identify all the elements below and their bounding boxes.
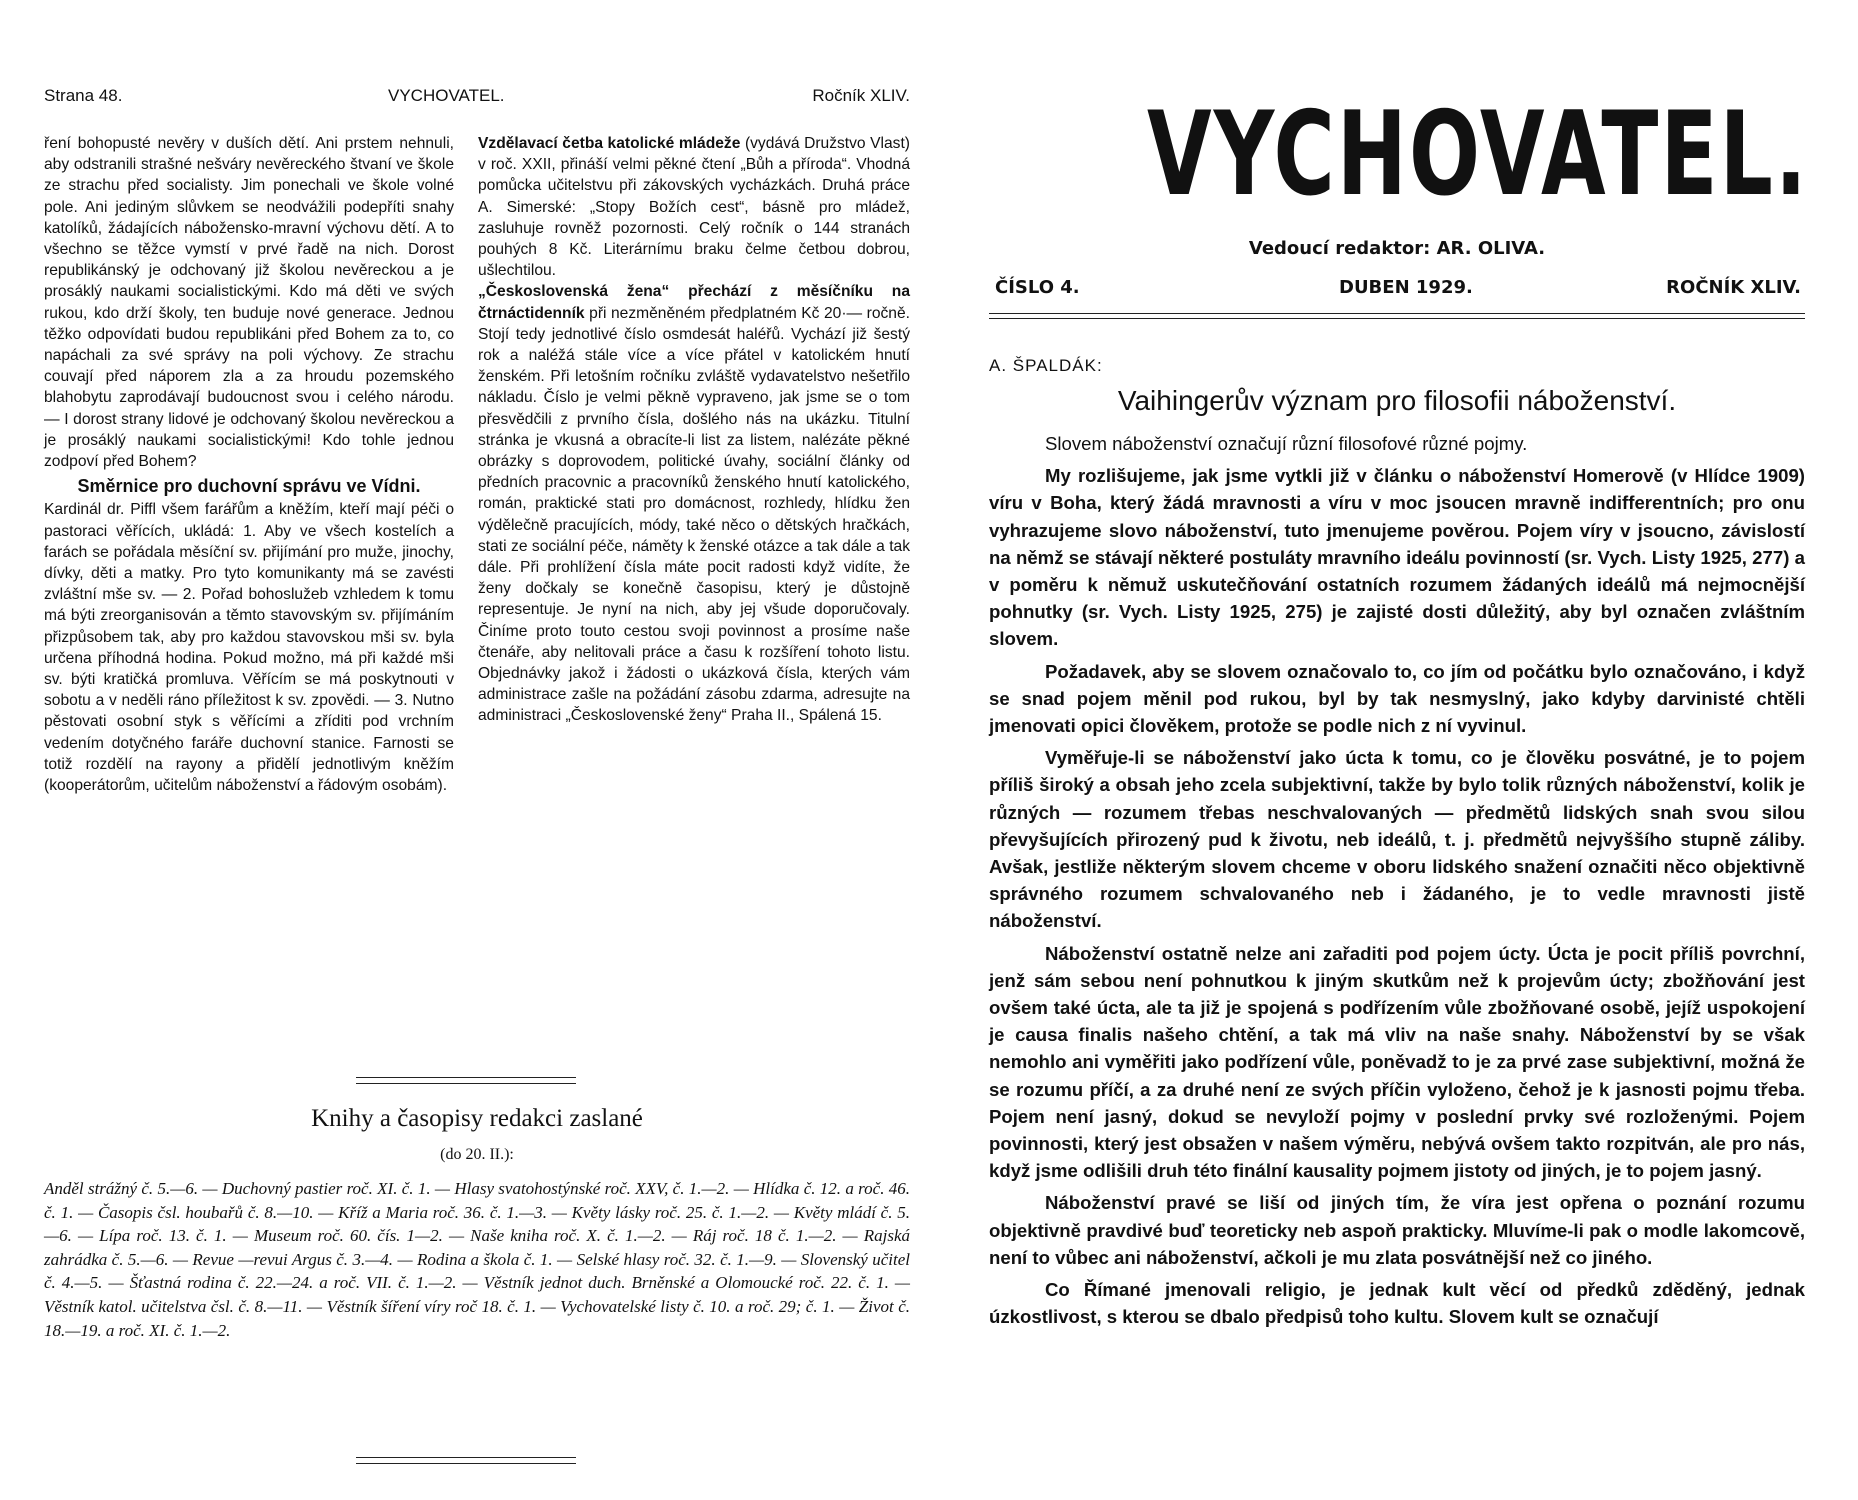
issue-volume: ROČNÍK XLIV. [1666,277,1801,298]
notice-body: při nezměněném předplatném Kč 20·— ročně. Stojí tedy jednotlivé číslo osmdesát haléřů. Vychází již šestý rok a naléžá stále více a více přátel v katolickém hnutí ženském. Při letošním ročníku zvláště vydavatelstvo nešetřilo nákladu. Číslo je velmi pěkně vypraveno, jak jsme se o tom přesvědčili z prvního čísla, došlého nás na ukázku. Titulní stránka je vkusná a obracíte-li list za listem, nalézáte pěkné obrázky s doprovodem, politické úvahy, sociální články od předních pracovnic a pracovníků ženského hnutí katolického, román, praktické stati pro domácnost, rozhledy, hlídku žen výdělečně pracujících, módy, také něco o dětských hračkách, stati ze sociální péče, náměty k ženské otázce a tak dále a tak dále. Při prohlížení čísla máte pocit radosti když vidíte, že ženy dočkaly se konečně časopisu, který je důstojně representuje. Je nyní na nich, aby jej všude doporučovaly. Činíme proto touto cestou svoji povinnost a prosíme naše čtenáře, aby nelitovali práce a času k rozšíření tohoto listu. Objednávky jakož i žádosti o ukázková čísla, kterých vám administrace zašle na požádání zásobu zdarma, adresujte na administraci „Československé ženy“ Praha II., Spálená 15. [478,304,910,725]
divider [356,1463,576,1464]
volume-label: Ročník XLIV. [812,86,910,105]
article-body [989,430,1805,1336]
divider [356,1457,576,1458]
notice-reading-youth [478,133,910,281]
books-subtitle: (do 20. II.): [440,1146,514,1163]
section-heading-vienna: Směrnice pro duchovní správu ve Vídni. [77,476,421,497]
divider [356,1083,576,1084]
article-paragraph: My rozlišujeme, jak jsme vytkli již v článku o náboženství Homerově (v Hlídce 1909) víru v Boha, který žádá mravnosti a víru v moc jsoucen mravně indifferentních; pro onu vyhrazujeme slovo náboženství, tuto jmenujeme pověrou. Pojem víry v jsoucno, závislostí na němž se stávají některé postuláty mravního ideálu povinností (sr. Vych. Listy 1925, 277) a v poměru k němuž uskutečňování ostatních rozumem žádaných ideálů má nejmocnější pohnutky (sr. Vych. Listy 1925, 275) je zajisté dosti důležitý, aby byl označen zvláštním slovem. [989,465,1805,650]
left-column-1 [44,133,454,796]
left-column-2 [478,133,910,727]
running-head [44,86,910,110]
article-paragraph: Náboženství ostatně nelze ani zařaditi pod pojem úcty. Úcta je pocit příliš povrchní, jenž sám sebou není pohnutkou k jiným skutkům než k projevům úcty; zbožňování jest ovšem také úcta, ale ta již je spojená s podřízením vůle zbožňované osobě, jejíž uspokojení je causa finalis našeho chtění, a tak má vliv na naše snahy. Náboženství by se však nemohlo ani vyměřiti jako podřízení vůle, poněvadž to je za prvé zase subjektivní, možná že se rozumu příčí, a za druhé není ze svých příčin vyloženo, čehož je k jasnosti pojmu třeba. Pojem není jasný, dokud se nevyloží pojmy v poslední prvky své rozloženými. Pojem povinnosti, který jest obsažen v našem výměru, nebývá ovšem takto rozpitván, ale pro nás, když jsme odlišili druh této finální kausality pojmem jistoty od jiných, je to pojem jasný. [989,942,1805,1182]
page-number: Strana 48. [44,86,123,105]
notice-body: (vydává Družstvo Vlast) v roč. XXII, přináší velmi pěkné čtení „Bůh a příroda“. Vhodná pomůcka učitelstvu při zákovských vycházkách. Druhá práce A. Simerské: „Stopy Božích cest“, básně pro mládež, zasluhuje rovněž pozornosti. Celý ročník o 144 stranách pouhých 8 Kč. Literárnímu braku čelme četbou dobrou, ušlechtilou. [478,135,910,280]
article-paragraph: Náboženství pravé se liší od jiných tím, že víra jest opřena o poznání rozumu objektivně pravdivé buď teoreticky neb aspoň prakticky. Mluvíme-li pak o modle lakomcově, není to vůbec ani náboženství, ačkoli je mu zlata posvátnější než co jiného. [989,1192,1805,1268]
issue-bar [989,277,1805,309]
article-title: Vaihingerův význam pro filosofii náboženství. [1117,385,1677,416]
article-paragraph: Vyměřuje-li se náboženství jako úcta k tomu, co je člověku posvátné, je to pojem příliš široký a obsah jeho zcela subjektivní, takže by bylo tolik různých náboženství, kolik je různých — rozumem třebas neschvalovaných — předmětů lidských snah svou silou převyšujících přirozený pud k životu, neb ideálů, t. j. předmětů nejvyššího stupně záliby. Avšak, jestliže některým slovem chceme v oboru lidského snažení označiti něco objektivně správného rozumem schvalovaného neb i žádaného, je to vedle mravnosti jistě náboženství. [989,747,1805,932]
article-paragraph: Slovem náboženství označují různí filosofové různé pojmy. [1045,433,1528,454]
article-author: A. ŠPALDÁK: [989,356,1103,375]
notice-czech-woman [478,281,910,726]
article-paragraph: Co Římané jmenovali religio, je jednak kult věcí od předků zděděný, jednak úzkostlivost, s kterou se dbalo předpisů toho kultu. Slovem kult se označují [989,1279,1805,1328]
issue-date: DUBEN 1929. [1339,277,1473,298]
issue-number: ČÍSLO 4. [995,277,1080,298]
rule [989,313,1805,314]
article-paragraph: Požadavek, aby se slovem označovalo to, co jím od počátku bylo označováno, i když se snad pojem měnil pod rukou, byl by tak nesmyslný, jako kdyby darvinisté chtěli jmenovati opici člověkem, protože se podle nich z ní vyvinul. [989,660,1805,737]
divider [356,1077,576,1078]
article-continuation: ření bohopusté nevěry v duších dětí. Ani prstem nehnuli, aby odstranili strašné nešváry nevěreckého štvaní ve škole ze strachu před socialisty. Jim ponechali ve škole volné pole. Ani jediným slůvkem se neodvážili podepříti snahy katolíků, žádajících nábožensko-mravní výchovu dětí. A to všechno se těžce vymstí v prvé řadě na nich. Dorost republikánský je odchovaný již školou nevěreckou a je prosáklý naukami socialistickými. Kdo má děti ve svých rukou, kdo drží školy, ten buduje nové generace. Jednou těžko odpovídati budou republikáni před Bohem za to, co napáchali za své správy na poli výchovy. Ze strachu couvají před náporem zla a za hroudu pozemského blahobytu zaprodávají budoucnost svou i celého národu. — I dorost strany lidové je odchovaný školou nevěreckou a je prosáklý naukami socialistickými! Kdo tohle jednou zodpoví před Bohem? [44,135,454,471]
journal-name: VYCHOVATEL. [388,86,505,105]
vienna-directive-text: Kardinál dr. Piffl všem farářům a kněžím, kteří mají péči o pastoraci věřících, ukládá: 1. Aby ve všech kostelích a farách se pořádala měsíční sv. přijímání pro muže, jinochy, dívky, děti a matky. Pro tyto komunikanty má se zavésti zvláštní mše sv. — 2. Pořad bohoslužeb vzhledem k tomu má býti zreorganisován a těmto stavovským sv. přijímáním přizpůsobem tak, aby pro každou stavovskou mši sv. byla určena příhodná hodina. Pokud možno, má při každé mši sv. býti kratičká promluva. Věřícím se má poskytnouti v sobotu a v neděli ráno příležitost k sv. zpovědi. — 3. Nutno pěstovati osobní styk s věřícími a zříditi pod vrchním vedením dotyčného faráře duchovní stanice. Farnosti se totiž rozdělí na rayony a přidělí jednotlivým kněžím (kooperátorům, učitelům náboženství a řádovým osobám). [44,501,454,795]
books-list: Anděl strážný č. 5.—6. — Duchovný pastier roč. XI. č. 1. — Hlasy svatohostýnské roč. XXV, č. 1.—2. — Hlídka č. 12. a roč. 46. č. 1. — Časopis čsl. houbařů č. 8.—10. — Kříž a Maria roč. 36. č. 1.—3. — Květy lásky roč. 25. č. 1.—2. — Květy mládí č. 5.—6. — Lípa roč. 13. č. 1. — Museum roč. 60. čís. 1—2. — Naše kniha roč. X. č. 1.—2. — Ráj roč. 18 č. 1.—2. — Rajská zahrádka č. 5.—6. — Revue —revui Argus č. 3.—4. — Rodina a škola č. 1. — Selské hlasy roč. 32. č. 1.—9. — Slovenský učitel č. 4.—5. — Šťastná rodina č. 22.—24. a roč. VII. č. 1.—2. — Věstník jednot duch. Brněnské a Olomoucké roč. 22. č. 1. — Věstník katol. učitelstva čsl. č. 8.—11. — Věstník šíření víry roč 18. č. 1. — Vychovatelské listy č. 10. a roč. 29; č. 1. — Život č. 18.—19. a roč. XI. č. 1.—2. [44,1179,910,1340]
notice-lead: Vzdělavací četba katolické mládeže [478,135,741,152]
rule [989,318,1805,319]
editor-line: Vedoucí redaktor: AR. OLIVA. [1248,238,1546,259]
right-page [929,0,1858,1500]
books-title: Knihy a časopisy redakci zaslané [311,1105,643,1132]
masthead: VYCHOVATEL. [1147,87,1809,222]
notice-lead: „Československá žena“ přechází z měsíčníku na čtrnáctidenník [478,283,910,322]
